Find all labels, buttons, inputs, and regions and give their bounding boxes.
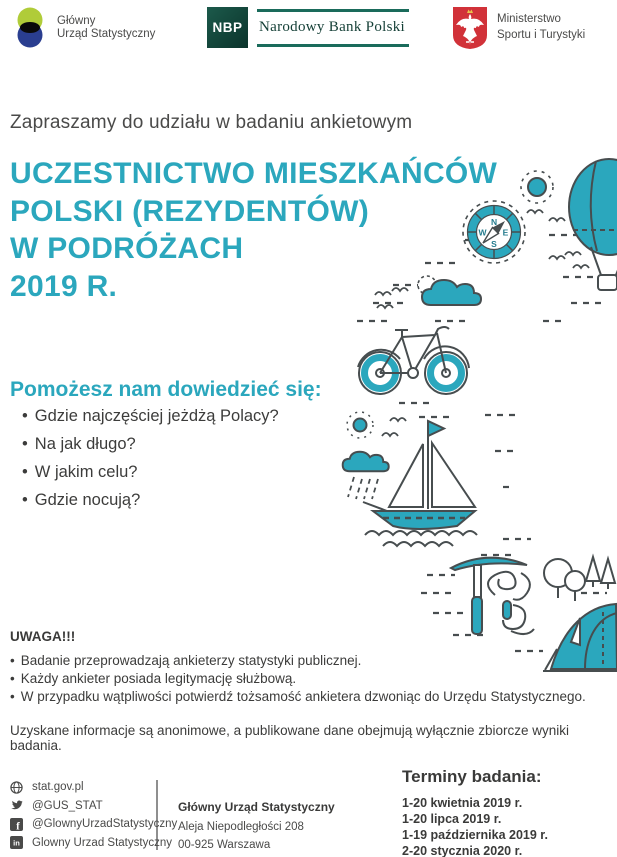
twitter-icon — [10, 800, 23, 811]
rain-cloud-icon — [343, 452, 389, 499]
gus-logo-line2: Urząd Statystyczny — [57, 28, 156, 40]
footer-links — [10, 778, 177, 852]
hot-air-balloon-icon — [569, 159, 617, 290]
notice-item: • Każdy ankieter posiada legitymację służbową. — [10, 670, 586, 688]
schedule-date: 2-20 stycznia 2020 r. — [402, 844, 523, 857]
title-line4: 2019 R. — [10, 269, 118, 303]
twitter-label: @GUS_STAT — [32, 799, 103, 812]
compass-letter-w: W — [478, 227, 487, 238]
linkedin-label: Glowny Urzad Statystyczny — [32, 836, 172, 849]
globe-icon — [10, 781, 23, 794]
footer-link-linkedin — [10, 834, 177, 853]
schedule-date: 1-19 października 2019 r. — [402, 828, 548, 842]
question-item: • Na jak długo? — [13, 430, 279, 458]
address-name: Główny Urząd Statystyczny — [178, 800, 335, 814]
footer-link-website — [10, 778, 177, 797]
footer-link-facebook — [10, 815, 177, 834]
title-line2: POLSKI (REZYDENTÓW) — [10, 194, 370, 228]
notice-heading: UWAGA!!! — [10, 629, 76, 644]
trees-icon — [544, 559, 585, 601]
question-item: • W jakim celu? — [13, 458, 279, 486]
compass-letter-e: E — [502, 227, 509, 238]
question-item: • Gdzie najczęściej jeżdżą Polacy? — [13, 402, 279, 430]
poland-eagle-icon — [452, 6, 488, 50]
address-city: 00-925 Warszawa — [178, 839, 271, 851]
facebook-icon — [10, 818, 23, 831]
anonymity-note: Uzyskane informacje są anonimowe, a publikowane dane obejmują wyłącznie zbiorcze wyniki badania. — [10, 723, 570, 753]
ministry-line2: Sportu i Turystyki — [497, 29, 586, 41]
svg-text:in: in — [13, 838, 20, 848]
sailboat-icon — [363, 421, 477, 546]
notice-item: • Badanie przeprowadzają ankieterzy statystyki publicznej. — [10, 652, 586, 670]
sun-small-icon — [347, 412, 373, 438]
notice-section — [10, 629, 586, 707]
intro-text: Zapraszamy do udziału w badaniu ankietowym — [10, 112, 413, 133]
schedule-heading: Terminy badania: — [402, 767, 542, 786]
schedule-date: 1-20 lipca 2019 r. — [402, 812, 502, 826]
footer-link-twitter — [10, 797, 177, 816]
ice-axe-icon — [451, 558, 527, 634]
svg-text:f: f — [16, 820, 20, 831]
facebook-label: @GlownyUrzadStatystyczny — [32, 818, 178, 831]
survey-schedule — [402, 767, 548, 857]
sun-icon — [521, 171, 553, 203]
ministry-line1: Ministerstwo — [497, 13, 561, 25]
nbp-abbr-badge: NBP — [207, 7, 248, 48]
bicycle-icon — [358, 327, 469, 394]
schedule-date: 1-20 kwietnia 2019 r. — [402, 796, 523, 810]
ministry-logo — [452, 6, 585, 50]
address-street: Aleja Niepodległości 208 — [178, 821, 304, 833]
website-label: stat.gov.pl — [32, 781, 84, 794]
pine-trees-icon — [586, 557, 615, 589]
winding-path-icon — [488, 572, 534, 634]
questions-list — [13, 402, 279, 514]
gus-logo-line1: Główny — [57, 14, 96, 27]
gus-logo-icon — [10, 7, 50, 49]
linkedin-icon — [10, 836, 23, 849]
notice-item: • W przypadku wątpliwości potwierdź tożsamość ankietera dzwoniąc do Urzędu Statystycznego. — [10, 688, 586, 706]
question-item: • Gdzie nocują? — [13, 486, 279, 514]
nbp-logo — [207, 7, 409, 48]
poster-title — [10, 155, 497, 305]
title-line1: UCZESTNICTWO MIESZKAŃCÓW — [10, 157, 498, 190]
nbp-rule-bottom — [257, 44, 409, 47]
footer-address — [178, 798, 335, 854]
compass-letter-n: N — [490, 217, 498, 227]
gus-logo — [10, 7, 155, 49]
nbp-name: Narodowy Bank Polski — [259, 18, 405, 35]
title-line3: W PODRÓŻACH — [10, 232, 244, 265]
compass-letter-s: S — [491, 239, 497, 249]
questions-heading: Pomożesz nam dowiedzieć się: — [10, 378, 322, 401]
